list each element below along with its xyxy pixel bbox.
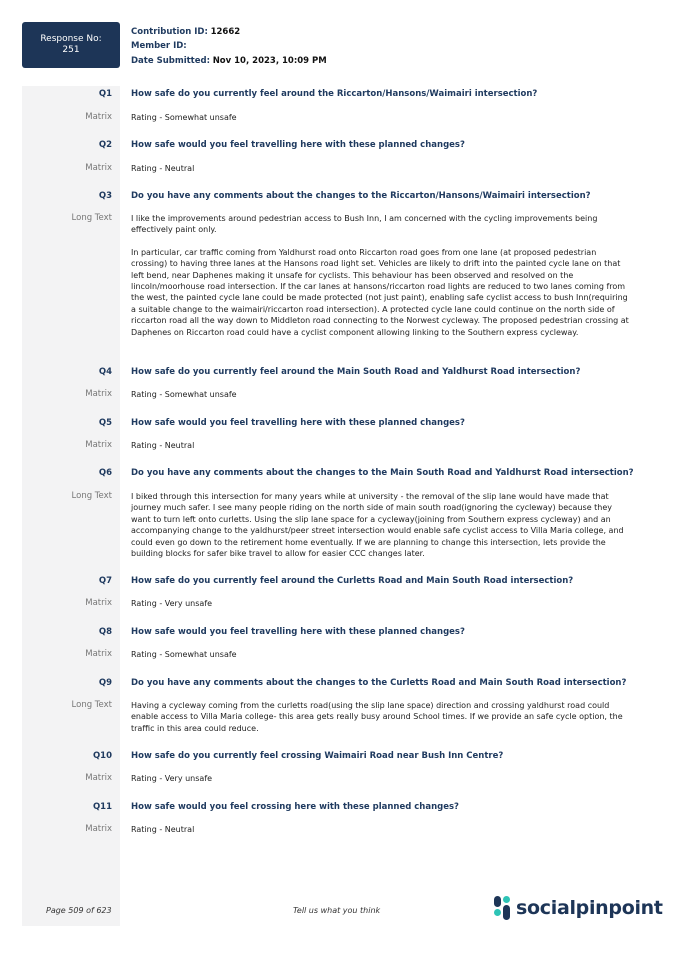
answer-text — [131, 440, 631, 462]
answer-paragraph: Rating - Neutral — [131, 164, 195, 173]
answer-type: Matrix — [85, 163, 112, 173]
question-number: Q10 — [92, 751, 112, 761]
answer-type: Matrix — [85, 389, 112, 399]
page-number: Page 509 of 623 — [46, 906, 112, 915]
date-label: Date Submitted: — [131, 55, 210, 66]
answer-type: Matrix — [85, 598, 112, 608]
answer-text — [131, 163, 631, 185]
answer-text — [131, 112, 631, 134]
contribution-value: 12662 — [210, 27, 241, 37]
answer-type: Matrix — [85, 440, 112, 450]
logo-wordmark: socialpinpoint — [516, 897, 663, 919]
answer-text — [131, 773, 631, 795]
question-number: Q2 — [98, 140, 112, 150]
contribution-label: Contribution ID: — [131, 27, 208, 37]
answer-paragraph: Rating - Somewhat unsafe — [131, 113, 237, 122]
question-text: Do you have any comments about the changes to the Riccarton/Hansons/Waimairi intersection? — [131, 191, 591, 201]
answer-text — [131, 700, 631, 745]
answer-type: Long Text — [71, 491, 112, 501]
answer-text — [131, 389, 631, 411]
answer-paragraph: Rating - Very unsafe — [131, 599, 213, 608]
response-label: Response No: — [40, 34, 102, 44]
question-text: How safe do you currently feel around the Curletts Road and Main South Road intersection? — [131, 576, 574, 586]
question-text: How safe do you currently feel crossing Waimairi Road near Bush Inn Centre? — [131, 751, 504, 761]
answer-paragraph: Rating - Somewhat unsafe — [131, 650, 237, 659]
question-number: Q1 — [98, 89, 112, 99]
answer-text — [131, 649, 631, 671]
question-number: Q3 — [98, 191, 112, 201]
socialpinpoint-logo — [493, 895, 663, 921]
answer-type: Long Text — [71, 213, 112, 223]
question-number: Q4 — [98, 367, 112, 377]
question-number: Q9 — [98, 678, 112, 688]
answer-paragraph: In particular, car traffic coming from Yaldhurst road onto Riccarton road goes from one lane (at proposed pedestrian crossing) to having three lanes at the Hansons road light set. Vehicles are likely to drift into the painted cycle lane on that left bend, near Daphenes making it unsafe for cyclists. This behaviour has been observed and resolved on the lincoln/moorhouse road intersection. If the car lanes at hansons/riccarton road lights are reduced to two lanes coming from the west, the painted cycle lane could be made protected (not just paint), enabling safe cyclist access to bush Inn(requiring a suitable change to the waimairi/riccarton road intersection). A protected cycle lane could continue on the north side of riccarton road all the way down to Middleton road connecting to the Norwest cycleway. The proposed pedestrian crossing at Daphenes on Riccarton road could have a cyclist component allowing linking to the Southern express cycleway. — [131, 247, 629, 337]
pin-logo-icon — [493, 895, 511, 921]
question-text: Do you have any comments about the changes to the Curletts Road and Main South Road intersection? — [131, 678, 627, 688]
response-number: 251 — [62, 45, 80, 55]
question-text: Do you have any comments about the changes to the Main South Road and Yaldhurst Road intersection? — [131, 468, 634, 478]
question-text: How safe would you feel travelling here with these planned changes? — [131, 627, 465, 637]
question-number: Q5 — [98, 418, 112, 428]
left-sidebar — [22, 86, 120, 926]
answer-text — [131, 598, 631, 620]
answer-type: Matrix — [85, 773, 112, 783]
submission-meta — [131, 25, 327, 68]
answer-paragraph: Rating - Neutral — [131, 825, 195, 834]
response-number-badge — [22, 22, 120, 68]
question-text: How safe would you feel crossing here with these planned changes? — [131, 802, 459, 812]
date-value: Nov 10, 2023, 10:09 PM — [212, 55, 327, 66]
question-text: How safe do you currently feel around the Riccarton/Hansons/Waimairi intersection? — [131, 89, 538, 99]
question-text: How safe do you currently feel around the Main South Road and Yaldhurst Road intersection? — [131, 367, 581, 377]
answer-type: Long Text — [71, 700, 112, 710]
answer-text — [131, 213, 631, 349]
question-number: Q7 — [98, 576, 112, 586]
answer-type: Matrix — [85, 824, 112, 834]
answer-paragraph: Having a cycleway coming from the curletts road(using the slip lane space) direction and crossing yaldhurst road could enable access to Villa Maria college- this area gets really busy around School times. If we provide an safe cycle option, the traffic in this area could reduce. — [131, 701, 623, 733]
footer-tagline: Tell us what you think — [293, 906, 381, 915]
answer-text — [131, 824, 631, 846]
question-number: Q8 — [98, 627, 112, 637]
answer-type: Matrix — [85, 112, 112, 122]
question-number: Q11 — [92, 802, 112, 812]
answer-paragraph: I like the improvements around pedestrian access to Bush Inn, I am concerned with the cycling improvements being effectively paint only. — [131, 214, 598, 235]
question-number: Q6 — [98, 468, 112, 478]
answer-paragraph: Rating - Somewhat unsafe — [131, 390, 237, 399]
answer-paragraph: I biked through this intersection for many years while at university - the removal of the slip lane would have made that journey much safer. I see many people riding on the north side of main south road(ignoring the cycleway) because they want to turn left onto curletts. Using the slip lane space for a cycleway(joining from Southern express cycleway) and an accompanying change to the yaldhurst/peer street intersection would enable safe cyclist access to Villa Maria college, and could even go down to the retirement home eventually. If we are planning to change this intersection, lets provide the building blocks for safer bike travel to allow for easier CCC changes later. — [131, 492, 624, 559]
member-label: Member ID: — [131, 41, 187, 52]
question-text: How safe would you feel travelling here with these planned changes? — [131, 418, 465, 428]
answer-paragraph: Rating - Very unsafe — [131, 774, 213, 783]
answer-type: Matrix — [85, 649, 112, 659]
answer-paragraph: Rating - Neutral — [131, 441, 195, 450]
answer-text — [131, 491, 631, 570]
question-text: How safe would you feel travelling here with these planned changes? — [131, 140, 465, 150]
